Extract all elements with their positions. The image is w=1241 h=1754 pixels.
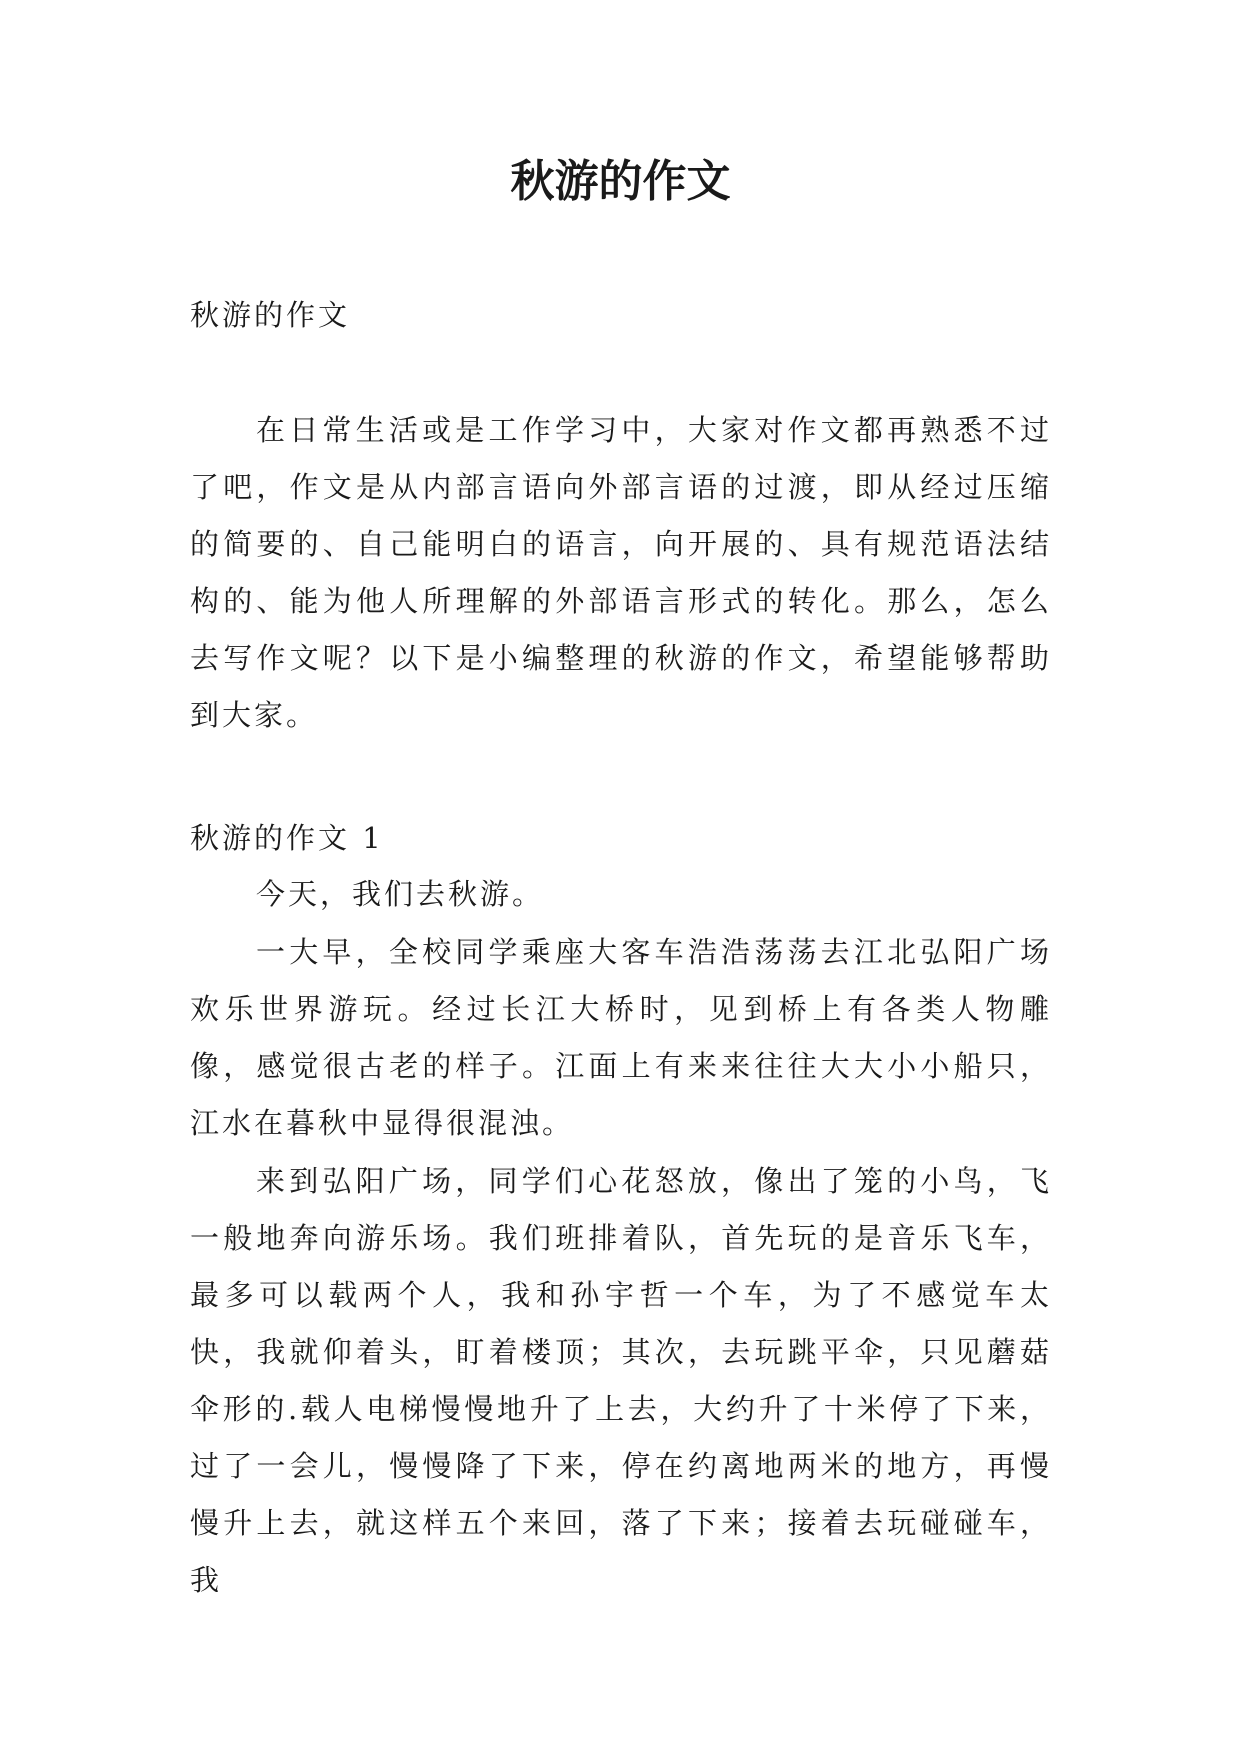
intro-paragraph: 在日常生活或是工作学习中，大家对作文都再熟悉不过了吧，作文是从内部言语向外部言语的过渡，即从经过压缩的简要的、自己能明白的语言，向开展的、具有规范语法结构的、能为他人所理解的外部语言形式的转化。那么，怎么去写作文呢？以下是小编整理的秋游的作文，希望能够帮助到大家。: [190, 413, 1052, 732]
document-subtitle: 秋游的作文: [190, 298, 351, 332]
body-paragraph: 今天，我们去秋游。: [256, 877, 545, 911]
body-paragraph: 来到弘阳广场，同学们心花怒放，像出了笼的小鸟，飞一般地奔向游乐场。我们班排着队，首先玩的是音乐飞车，最多可以载两个人，我和孙宇哲一个车，为了不感觉车太快，我就仰着头，盯着楼顶；其次，去玩跳平伞，只见蘑菇伞形的.载人电梯慢慢地升了上去，大约升了十米停了下来，过了一会儿，慢慢降了下来，停在约离地两米的地方，再慢慢升上去，就这样五个来回，落了下来；接着去玩碰碰车，我: [190, 1164, 1052, 1597]
body-paragraph: 一大早，全校同学乘座大客车浩浩荡荡去江北弘阳广场欢乐世界游玩。经过长江大桥时，见到桥上有各类人物雕像，感觉很古老的样子。江面上有来来往往大大小小船只，江水在暮秋中显得很混浊。: [190, 935, 1052, 1140]
document-title: 秋游的作文: [510, 156, 731, 207]
section-heading: 秋游的作文 1: [190, 821, 384, 855]
